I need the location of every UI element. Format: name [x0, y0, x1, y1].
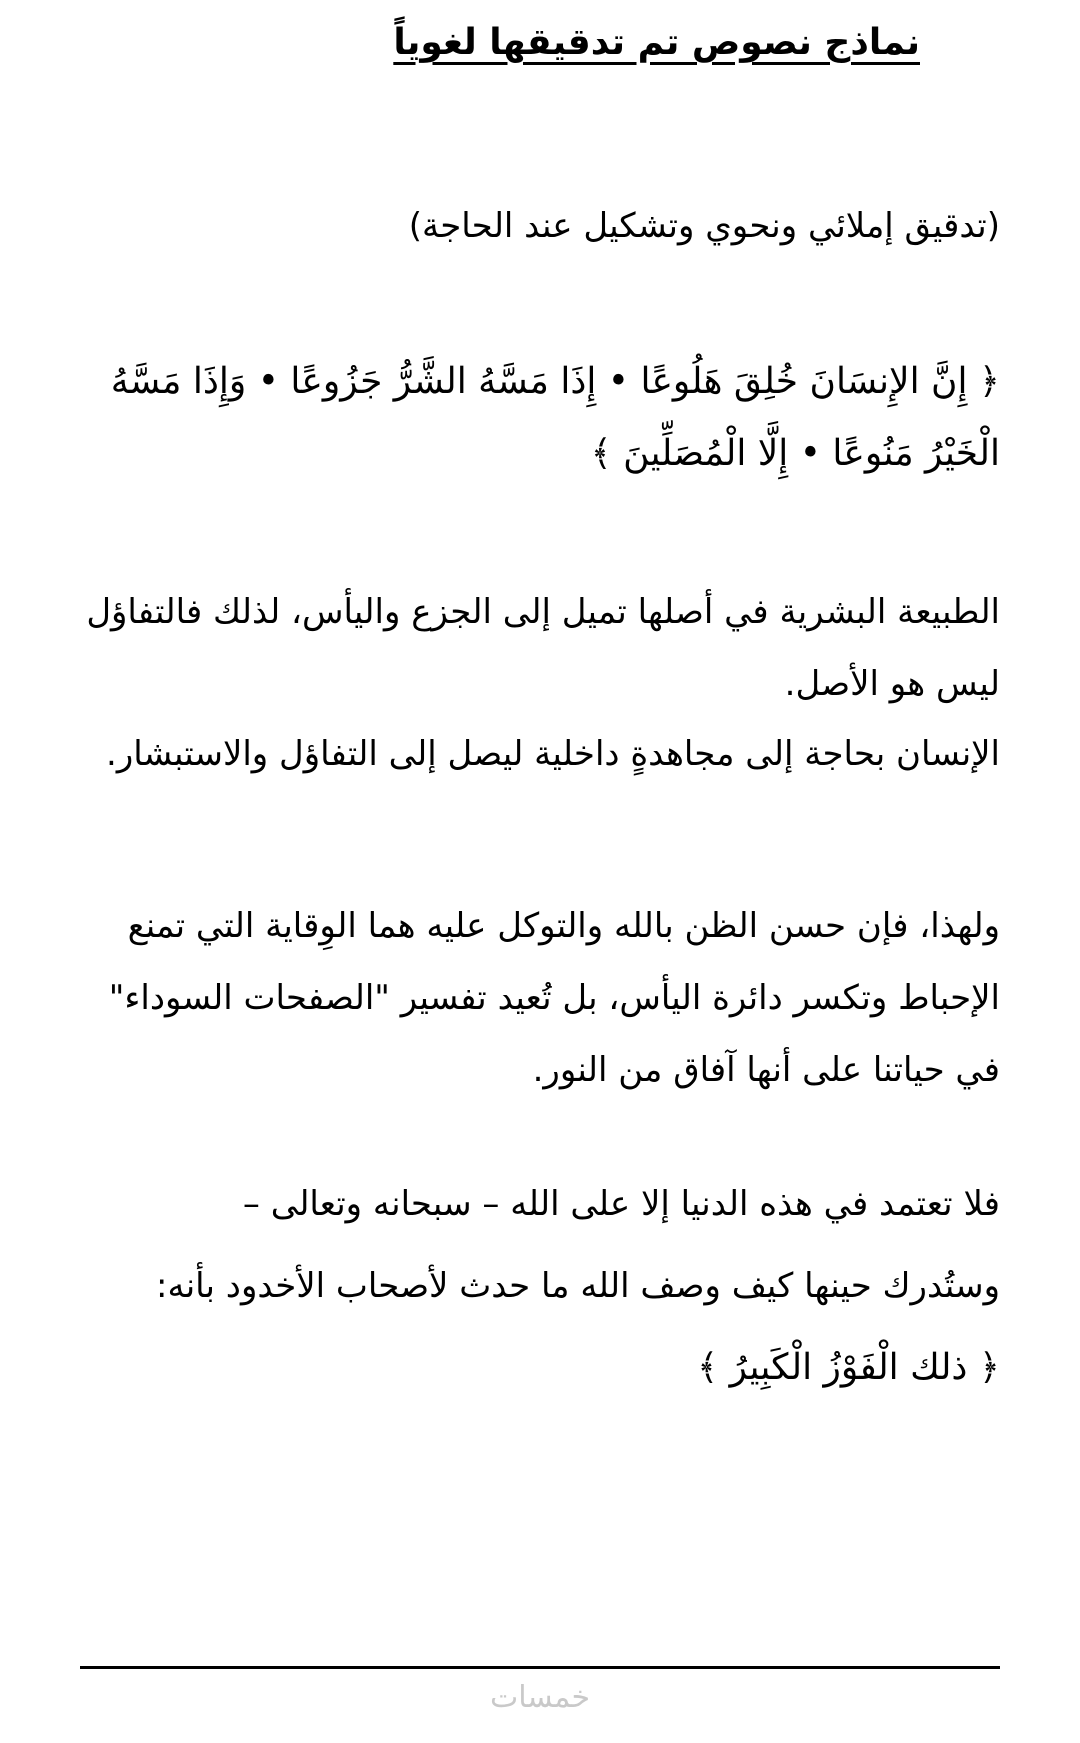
paragraph1-line2: ليس هو الأصل. [784, 664, 1000, 704]
verse2-line: ﴿ ذلك الْفَوْزُ الْكَبِيرُ ﴾ [697, 1347, 1000, 1388]
paragraph-2 [80, 718, 1000, 790]
paragraph2-line: الإنسان بحاجة إلى مجاهدةٍ داخلية ليصل إلى التفاؤل والاستبشار. [106, 734, 1000, 774]
paragraph3-line3: في حياتنا على أنها آفاق من النور. [532, 1050, 1000, 1090]
document-page [80, 0, 1000, 1743]
paragraph3-line2: الإحباط وتكسر دائرة اليأس، بل تُعيد تفسير "الصفحات السوداء" [108, 978, 1000, 1018]
watermark: خمسات [489, 1680, 591, 1715]
page-title: نماذج نصوص تم تدقيقها لغوياً [393, 22, 920, 63]
verse-block-1 [80, 346, 1000, 490]
paragraph1-line1: الطبيعة البشرية في أصلها تميل إلى الجزع واليأس، لذلك فالتفاؤل [86, 592, 1000, 632]
bottom-divider [80, 1666, 1000, 1669]
verse1-line2: الْخَيْرُ مَنُوعًا • إِلَّا الْمُصَلِّينَ ﴾ [590, 433, 1000, 474]
paragraph-1 [80, 576, 1000, 720]
paragraph5-line: وستُدرك حينها كيف وصف الله ما حدث لأصحاب الأخدود بأنه: [156, 1266, 1000, 1306]
subtitle-block [80, 190, 1000, 262]
paragraph4-line: فلا تعتمد في هذه الدنيا إلا على الله – سبحانه وتعالى – [242, 1184, 1000, 1224]
paragraph-4 [80, 1168, 1000, 1240]
paragraph3-line1: ولهذا، فإن حسن الظن بالله والتوكل عليه هما الوِقاية التي تمنع [127, 906, 1000, 946]
verse1-line1: ﴿ إِنَّ الإِنسَانَ خُلِقَ هَلُوعًا • إِذَا مَسَّهُ الشَّرُّ جَزُوعًا • وَإِذَا مَسَّهُ [110, 361, 1000, 402]
paragraph-5 [80, 1250, 1000, 1322]
verse-block-2 [80, 1332, 1000, 1404]
subtitle: (تدقيق إملائي ونحوي وتشكيل عند الحاجة) [408, 206, 1000, 246]
paragraph-3 [80, 890, 1000, 1106]
